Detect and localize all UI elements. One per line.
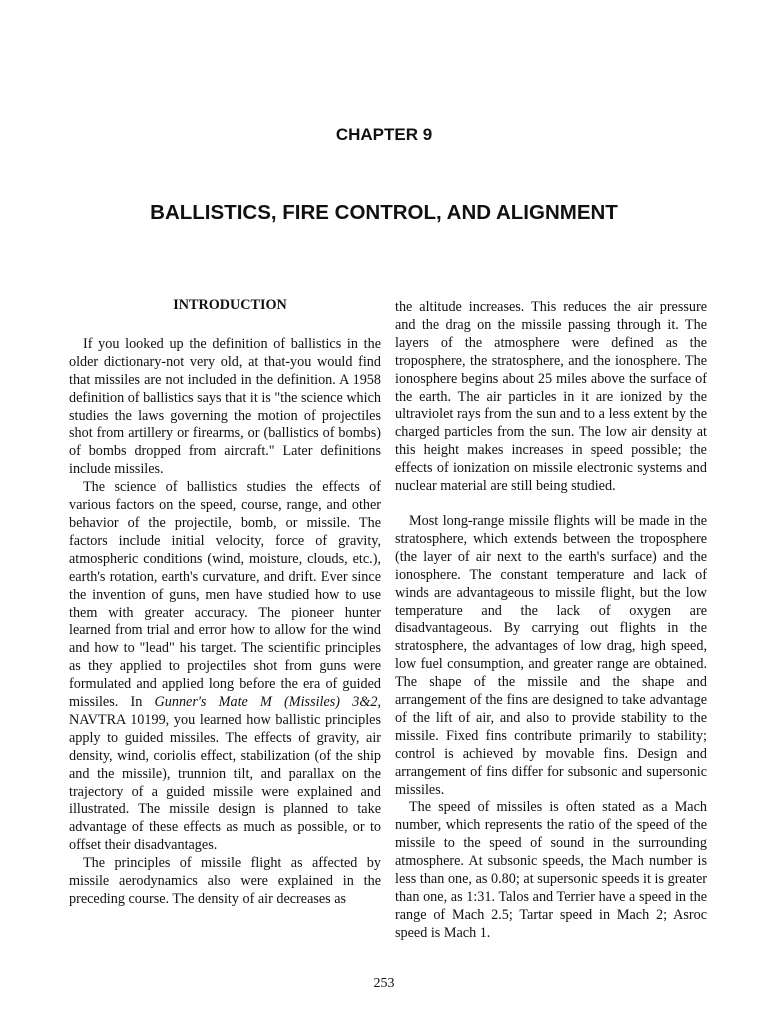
page-number: 253 xyxy=(373,976,395,991)
right-column xyxy=(395,299,707,943)
section-heading-introduction: INTRODUCTION xyxy=(173,297,287,313)
chapter-number: CHAPTER 9 xyxy=(335,125,433,144)
paragraph-definition: If you looked up the definition of ballistics in the older dictionary-not very old, at that-you would find that missiles are not included in the definition. A 1958 definition of ballistics says that it is "the science which studies the laws governing the motion of projectiles shot from artillery or firearms, or (ballistics of bombs) of bombs dropped from aircraft." Later definitions include missiles. xyxy=(69,335,381,478)
left-column xyxy=(69,297,381,909)
paragraph-science-of-ballistics xyxy=(69,479,381,855)
paragraph-text: The science of ballistics studies the effects of various factors on the speed, course, range, and other behavior of the projectile, bomb, or missile. The factors include initial velocity, force of gravity, atmospheric conditions (wind, moisture, clouds, etc.), earth's rotation, earth's curvature, and drift. Ever since the invention of guns, men have studied how to use them with greater accuracy. The pioneer hunter learned from trial and error how to allow for the wind and how to "lead" his target. The scientific principles as they applied to projectiles shot from guns were formulated and applied long before the era of guided missiles. In xyxy=(69,479,381,711)
paragraph-atmosphere-layers: the altitude increases. This reduces the air pressure and the drag on the missile passing through it. The layers of the atmosphere were defined as the troposphere, the stratosphere, and the ionosphere. The ionosphere begins about 25 miles above the surface of the earth. The air particles in it are ionized by the ultraviolet rays from the sun and to a less extent by the charged particles from the sun. The low air density at this height makes increases in speed possible; the effects of ionization on missile electronic systems and nuclear material are still being studied. xyxy=(395,299,707,495)
chapter-title: BALLISTICS, FIRE CONTROL, AND ALIGNMENT xyxy=(150,201,618,224)
paragraph-text: , NAVTRA 10199, you learned how ballistic principles apply to guided missiles. The effects of gravity, air density, wind, coriolis effect, stabilization (of the ship and the missile), trunnion tilt, and parallax on the trajectory of a guided missile were explained and illustrated. The missile design is planned to take advantage of these effects as much as possible, or to offset their disadvantages. xyxy=(69,694,381,854)
paragraph-mach-number: The speed of missiles is often stated as a Mach number, which represents the ratio of the speed of the missile to the speed of sound in the surrounding atmosphere. At subsonic speeds, the Mach number is less than one, as 0.80; at supersonic speeds it is greater than one, as 1:31. Talos and Terrier have a speed in the range of Mach 2.5; Tartar speed in Mach 2; Asroc speed is Mach 1. xyxy=(395,799,707,941)
book-title-reference: Gunner's Mate M (Missiles) 3&2 xyxy=(154,694,378,711)
paragraph-missile-flight-principles: The principles of missile flight as affected by missile aerodynamics also were explained in the preceding course. The density of air decreases as xyxy=(69,855,381,907)
paragraph-stratosphere-flights: Most long-range missile flights will be made in the stratosphere, which extends between the troposphere (the layer of air next to the earth's surface) and the ionosphere. The constant temperature and lack of winds are advantageous to missile flight, but the low temperature and the lack of oxygen are disadvantageous. By carrying out flights in the stratosphere, the advantages of low drag, high speed, low fuel consumption, and greater range are obtained. The shape of the missile and the shape and arrangement of the fins are designed to take advantage of the lift of air, and also to provide stability to the missile. Fixed fins contribute primarily to stability; control is achieved by movable fins. Design and arrangement of fins differ for subsonic and supersonic missiles. xyxy=(395,512,707,798)
